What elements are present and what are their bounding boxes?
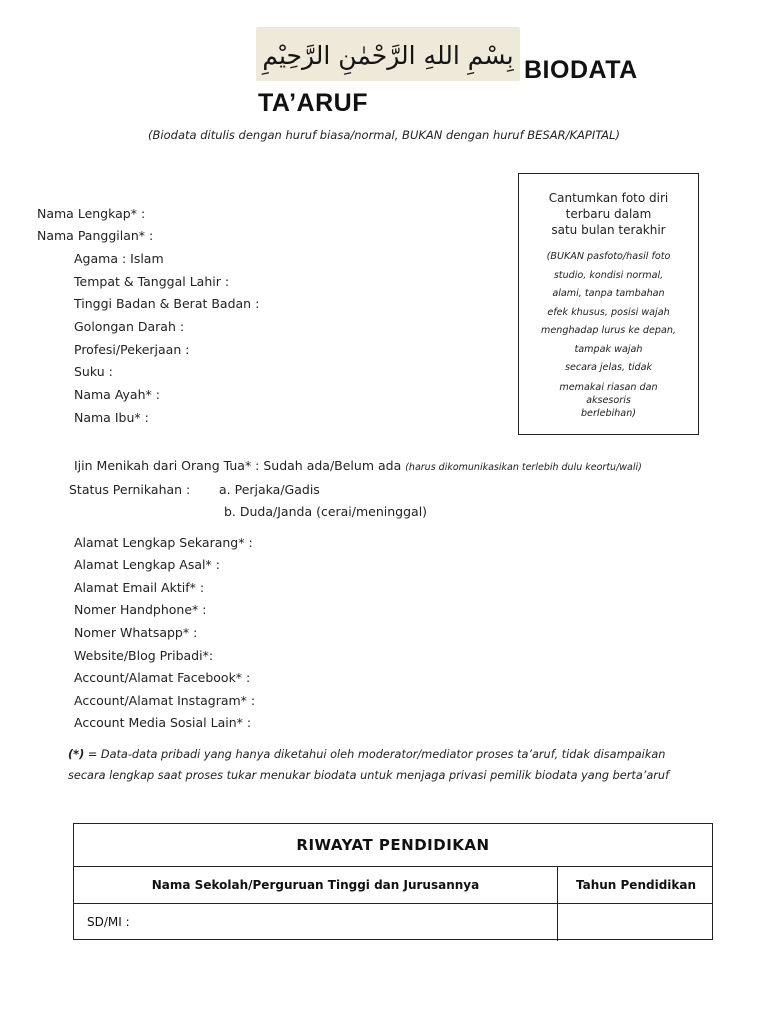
photo-note-line: alami, tanpa tambahan <box>552 288 665 299</box>
header-school-name: Nama Sekolah/Perguruan Tinggi dan Jurusannya <box>151 878 480 892</box>
field-golongan-darah: Golongan Darah : <box>74 319 185 334</box>
photo-note-line: (BUKAN pasfoto/hasil foto <box>546 251 671 262</box>
photo-note-line: secara jelas, tidak <box>564 362 653 373</box>
ijin-menikah-label: Ijin Menikah dari Orang Tua* : Sudah ada/Belum ada <box>74 458 402 473</box>
privacy-note-line <box>68 744 718 765</box>
field-nama-ibu: Nama Ibu* : <box>74 410 149 425</box>
photo-placeholder-box <box>518 173 699 435</box>
field-alamat-asal: Alamat Lengkap Asal* : <box>74 557 220 572</box>
photo-note-line: studio, kondisi normal, <box>553 269 664 281</box>
row-year-sd <box>558 904 714 940</box>
education-header-row <box>74 867 712 904</box>
field-nama-ayah: Nama Ayah* : <box>74 387 160 402</box>
privacy-note <box>68 744 718 786</box>
photo-note-line: memakai riasan dan <box>559 382 658 393</box>
header-education-year: Tahun Pendidikan <box>575 878 697 892</box>
basmalah-text: بِسْمِ اللهِ الرَّحْمٰنِ الرَّحِيْمِ <box>262 41 514 70</box>
photo-instruction <box>519 190 698 238</box>
field-handphone: Nomer Handphone* : <box>74 602 207 617</box>
row-label-sd: SD/MI : <box>87 915 130 929</box>
page-title-taaruf: TA’ARUF <box>258 89 368 117</box>
photo-note <box>519 248 698 420</box>
photo-note-line: efek khusus, posisi wajah <box>547 306 670 318</box>
photo-note-line: berlebihan) <box>580 408 637 419</box>
table-row <box>74 904 712 940</box>
photo-line: terbaru dalam <box>565 207 652 221</box>
photo-line: satu bulan terakhir <box>551 223 666 237</box>
photo-line: Cantumkan foto diri <box>548 191 669 205</box>
photo-note-line: tampak wajah <box>574 343 643 355</box>
status-option-b: b. Duda/Janda (cerai/meninggal) <box>224 504 428 519</box>
field-ijin-menikah <box>74 458 642 476</box>
subtitle-instruction: (Biodata ditulis dengan huruf biasa/normal, BUKAN dengan huruf BESAR/KAPITAL) <box>148 128 620 142</box>
status-option-a: a. Perjaka/Gadis <box>219 482 320 497</box>
privacy-note-line: secara lengkap saat proses tukar menukar biodata untuk menjaga privasi pemilik biodata yang berta’aruf <box>68 769 670 782</box>
field-status-pernikahan: Status Pernikahan : <box>69 482 191 497</box>
photo-note-line: menghadap lurus ke depan, <box>541 325 676 336</box>
education-title: RIWAYAT PENDIDIKAN <box>74 824 712 867</box>
field-facebook: Account/Alamat Facebook* : <box>74 670 251 685</box>
privacy-note-text: = Data-data pribadi yang hanya diketahui oleh moderator/mediator proses ta’aruf, tidak disampaikan <box>84 748 666 761</box>
field-profesi: Profesi/Pekerjaan : <box>74 342 190 357</box>
photo-note-line: aksesoris <box>586 395 631 406</box>
basmalah-calligraphy <box>256 27 520 81</box>
ijin-menikah-note: (harus dikomunikasikan terlebih dulu keortu/wali) <box>405 462 642 473</box>
field-whatsapp: Nomer Whatsapp* : <box>74 625 198 640</box>
privacy-note-marker: (*) <box>68 748 85 761</box>
field-website: Website/Blog Pribadi*: <box>74 648 214 663</box>
field-email: Alamat Email Aktif* : <box>74 580 205 595</box>
field-nama-lengkap: Nama Lengkap* : <box>37 206 146 221</box>
field-alamat-sekarang: Alamat Lengkap Sekarang* : <box>74 535 253 550</box>
education-table <box>73 823 713 940</box>
page-title-biodata: BIODATA <box>524 56 638 84</box>
field-tempat-tanggal-lahir: Tempat & Tanggal Lahir : <box>74 274 230 289</box>
field-suku: Suku : <box>74 364 113 379</box>
field-instagram: Account/Alamat Instagram* : <box>74 693 256 708</box>
field-nama-panggilan: Nama Panggilan* : <box>37 228 154 243</box>
field-tinggi-berat-badan: Tinggi Badan & Berat Badan : <box>74 296 260 311</box>
field-agama: Agama : Islam <box>74 251 164 266</box>
field-sosmed-lain: Account Media Sosial Lain* : <box>74 715 252 730</box>
